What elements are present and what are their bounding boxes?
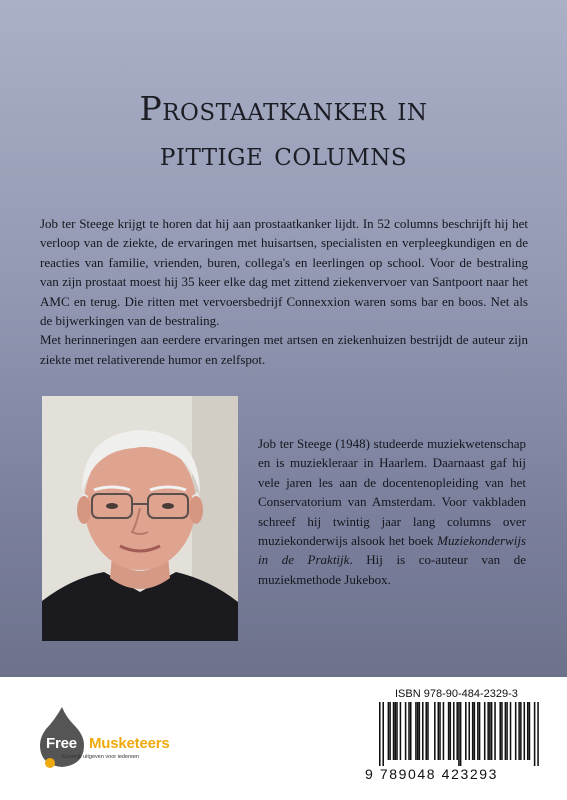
barcode-bar	[394, 702, 396, 760]
blurb-paragraph-1: Job ter Steege krijgt te horen dat hij aan prostaatkanker lijdt. In 52 columns beschrijft hij het verloop van de ziekte, de ervaringen met huisartsen, specialisten en verpleegkundigen en de reacties van familie, vrienden, buren, collega's en leerlingen op school. Voor de bestraling van zijn prostaat moest hij 35 keer elke dag met zittend ziekenvervoer van Santpoort naar het AMC en terug. Die ritten met vervoersbedrijf Connexxion waren soms bar en boos. Net als de bijwerkingen van de bestraling.	[40, 216, 528, 329]
barcode-bar	[501, 702, 503, 760]
blurb-paragraph-2: Met herinneringen aan eerdere ervaringen met artsen en ziekenhuizen bestrijdt de auteur zijn ziekte met relativerende humor en zelfspot.	[40, 332, 528, 367]
barcode-bar	[434, 702, 436, 760]
barcode-bar	[524, 702, 526, 760]
barcode-bar	[527, 702, 529, 760]
barcode-bar	[437, 702, 439, 760]
barcode-bar	[382, 702, 384, 766]
barcode-bar	[518, 702, 520, 760]
barcode-bar	[472, 702, 474, 760]
isbn-label: ISBN 978-90-484-2329-3	[395, 688, 518, 700]
barcode-bar	[415, 702, 417, 760]
barcode-bar	[477, 702, 479, 760]
barcode-bar	[529, 702, 531, 760]
barcode-bar	[484, 702, 486, 760]
author-bio	[258, 434, 526, 589]
barcode-bars	[379, 702, 539, 766]
barcode-bar	[450, 702, 452, 760]
barcode-bar	[417, 702, 419, 760]
barcode-bar	[393, 702, 395, 760]
barcode-bar	[389, 702, 391, 760]
barcode-bar	[479, 702, 481, 760]
barcode-bar	[379, 702, 381, 766]
barcode-bar	[505, 702, 507, 760]
barcode-bar	[468, 702, 470, 760]
publisher-name-musketeers: Musketeers	[89, 735, 170, 752]
barcode-bar	[439, 702, 441, 760]
isbn-barcode	[365, 684, 550, 792]
barcode-bar	[388, 702, 390, 760]
title-line-2: pittige columns	[159, 134, 408, 173]
publisher-name-free: Free	[46, 735, 77, 752]
barcode-bar	[448, 702, 450, 760]
barcode-bar	[515, 702, 517, 760]
barcode-digits: 9 789048 423293	[365, 766, 498, 782]
barcode-bar	[443, 702, 445, 760]
publisher-tagline: Kansrijk uitgeven voor iedereen	[62, 754, 140, 760]
barcode-bar	[419, 702, 421, 760]
book-title	[0, 86, 567, 176]
barcode-bar	[408, 702, 410, 760]
barcode-bar	[460, 702, 462, 766]
barcode-bar	[396, 702, 398, 760]
barcode-bar	[453, 702, 455, 760]
barcode-bar	[487, 702, 489, 760]
barcode-bar	[510, 702, 512, 760]
blurb-text	[40, 214, 528, 369]
bio-book-title: Muziekonderwijs in de Praktijk	[258, 533, 526, 568]
barcode-bar	[491, 702, 493, 760]
barcode-bar	[489, 702, 491, 760]
bio-text-after: . Hij is co-auteur van de muziekmethode Jukebox.	[258, 552, 527, 587]
barcode-bar	[534, 702, 536, 766]
barcode-bar	[400, 702, 402, 760]
bio-text-before: Job ter Steege (1948) studeerde muziekwetenschap en is muziekleraar in Haarlem. Daarnaast gaf hij vele jaren les aan de docentenopleiding van het Conservatorium van Amsterdam. Voor vakbladen schreef hij twintig jaar lang columns over muziekonderwijs alsook het boek	[258, 436, 526, 549]
barcode-bar	[422, 702, 424, 760]
barcode-bar	[520, 702, 522, 760]
author-photo	[42, 396, 238, 641]
barcode-bar	[456, 702, 458, 760]
barcode-bar	[506, 702, 508, 760]
barcode-bar	[405, 702, 407, 760]
barcode-bar	[458, 702, 460, 766]
barcode-bar	[465, 702, 467, 760]
barcode-bar	[427, 702, 429, 760]
barcode-bar	[474, 702, 476, 760]
barcode-bar	[410, 702, 412, 760]
barcode-bar	[425, 702, 427, 760]
author-portrait-illustration	[42, 396, 238, 641]
title-line-1: Prostaatkanker in	[139, 89, 428, 128]
barcode-bar	[494, 702, 496, 760]
barcode-bar	[499, 702, 501, 760]
publisher-logo	[40, 707, 200, 771]
barcode-bar	[537, 702, 539, 766]
